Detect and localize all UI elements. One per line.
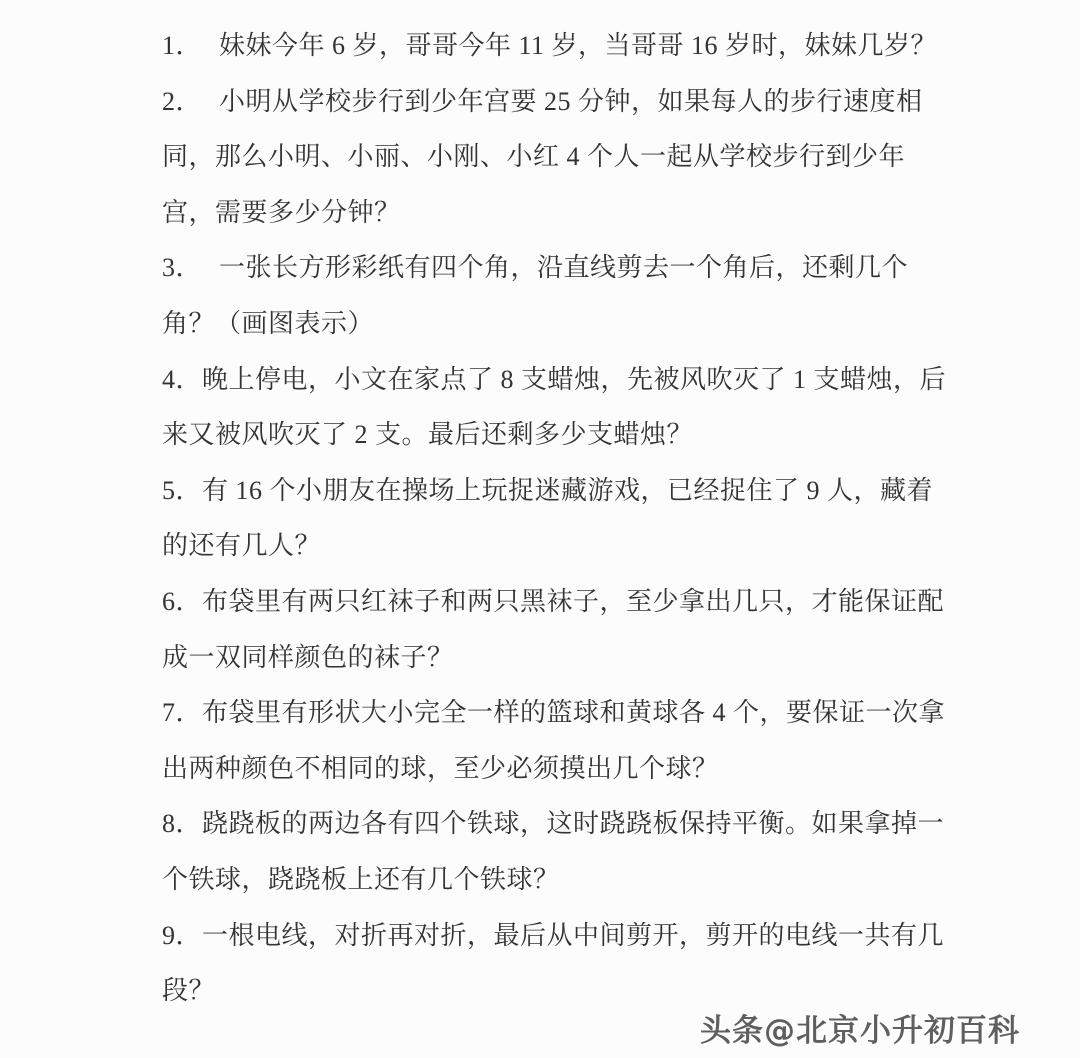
- question-number: 7．: [162, 698, 203, 728]
- question-line: [162, 908, 1025, 964]
- question-item: [162, 352, 1025, 463]
- question-item: [162, 908, 1025, 1019]
- question-line: [162, 74, 1025, 130]
- question-line: [162, 18, 1025, 74]
- question-line: [162, 240, 1025, 296]
- question-text: 晚上停电，小文在家点了 8 支蜡烛，先被风吹灭了 1 支蜡烛，后: [202, 364, 947, 394]
- question-item: [162, 18, 1025, 74]
- question-item: [162, 74, 1025, 241]
- question-number: 8．: [162, 809, 203, 839]
- question-number: 5．: [162, 475, 203, 505]
- question-item: [162, 240, 1025, 351]
- question-line: 同，那么小明、小丽、小刚、小红 4 个人一起从学校步行到少年: [162, 142, 906, 172]
- question-item: [162, 685, 1025, 796]
- question-number: 3．: [162, 253, 203, 283]
- question-text: 有 16 个小朋友在操场上玩捉迷藏游戏，已经捉住了 9 人，藏着: [202, 475, 934, 505]
- question-line: 的还有几人？: [162, 531, 322, 561]
- question-item: [162, 574, 1025, 685]
- question-line: 宫，需要多少分钟？: [162, 197, 401, 227]
- question-line: 个铁球，跷跷板上还有几个铁球？: [162, 864, 560, 894]
- watermark: 头条@北京小升初百科: [700, 1013, 1020, 1049]
- question-text: 布袋里有两只红袜子和两只黑袜子，至少拿出几只，才能保证配: [202, 586, 945, 616]
- question-line: [162, 352, 1025, 408]
- question-text: 跷跷板的两边各有四个铁球，这时跷跷板保持平衡。如果拿掉一: [202, 809, 945, 839]
- question-item: [162, 463, 1025, 574]
- question-line: [162, 685, 1025, 741]
- question-line: [162, 796, 1025, 852]
- question-number: 1．: [162, 31, 203, 60]
- question-number: 2．: [162, 86, 203, 116]
- question-item: [162, 796, 1025, 907]
- question-text: 妹妹今年 6 岁，哥哥今年 11 岁，当哥哥 16 岁时，妹妹几岁？: [219, 31, 938, 60]
- question-text: 小明从学校步行到少年宫要 25 分钟，如果每人的步行速度相: [219, 86, 923, 116]
- question-line: 来又被风吹灭了 2 支。最后还剩多少支蜡烛？: [162, 420, 694, 450]
- question-number: 9．: [162, 920, 203, 950]
- question-text: 一张长方形彩纸有四个角，沿直线剪去一个角后，还剩几个: [219, 253, 909, 283]
- question-line: [162, 463, 1025, 519]
- question-line: [162, 574, 1025, 630]
- question-text: 布袋里有形状大小完全一样的篮球和黄球各 4 个，要保证一次拿: [202, 698, 946, 728]
- question-number: 4．: [162, 364, 203, 394]
- question-line: 成一双同样颜色的袜子？: [162, 642, 454, 672]
- question-line: 出两种颜色不相同的球，至少必须摸出几个球？: [162, 753, 719, 783]
- question-line: 角？（画图表示）: [162, 308, 375, 338]
- question-text: 一根电线，对折再对折，最后从中间剪开，剪开的电线一共有几: [202, 920, 945, 950]
- question-number: 6．: [162, 586, 203, 616]
- question-line: 段？: [162, 976, 216, 1006]
